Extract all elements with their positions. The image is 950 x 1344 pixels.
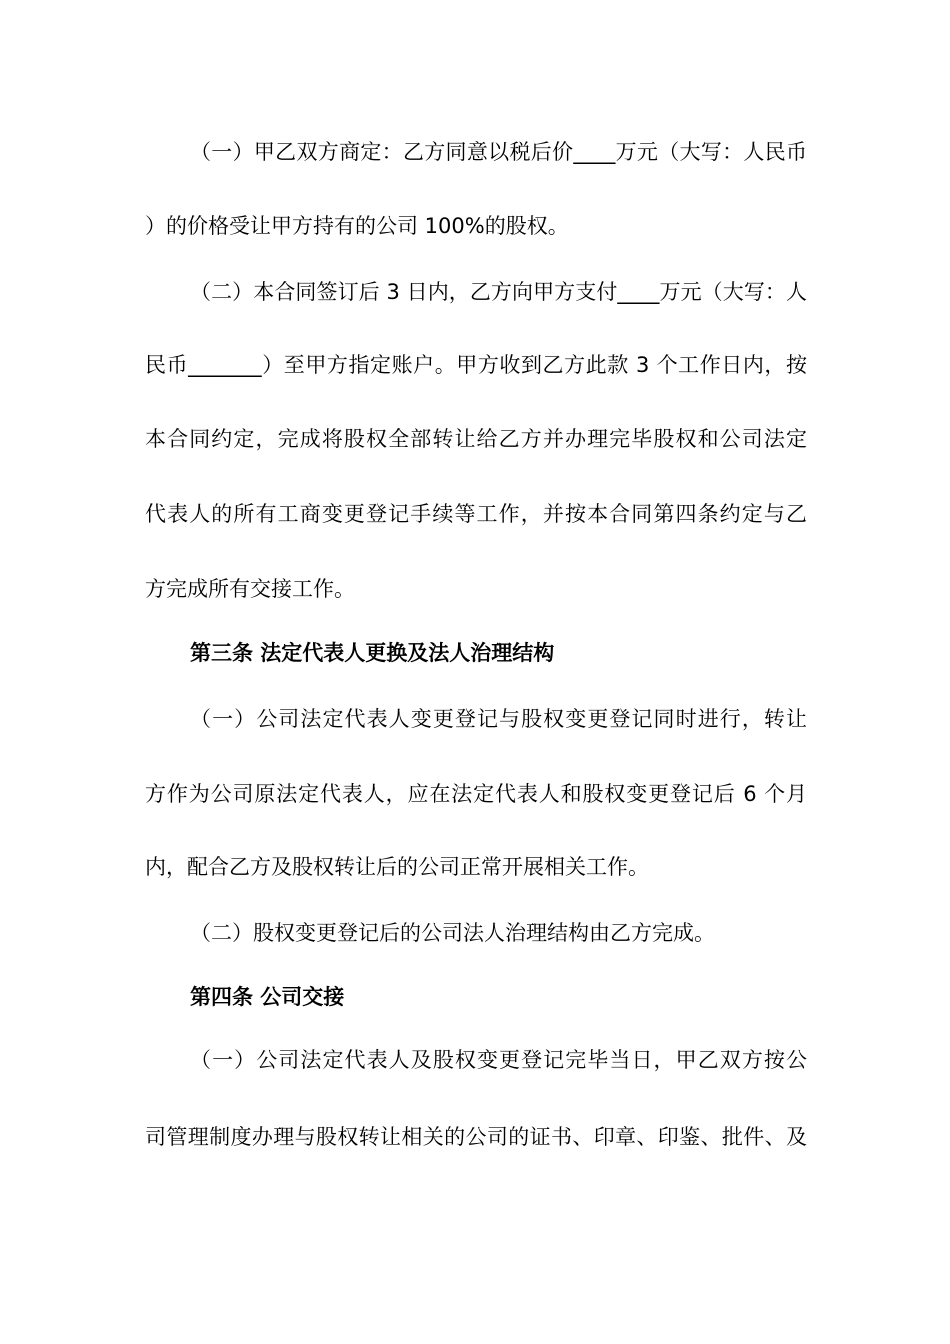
paragraph-line: 方作为公司原法定代表人，应在法定代表人和股权变更登记后 6 个月 xyxy=(145,782,807,806)
article-3-heading: 第三条 法定代表人更换及法人治理结构 xyxy=(190,641,555,665)
article-4-heading: 第四条 公司交接 xyxy=(190,985,345,1009)
paragraph-line: （一）公司法定代表人及股权变更登记完毕当日，甲乙双方按公 xyxy=(190,1048,807,1072)
paragraph-line: ）的价格受让甲方持有的公司 100%的股权。 xyxy=(145,214,569,238)
paragraph-line: 方完成所有交接工作。 xyxy=(145,577,355,601)
paragraph-line: （二）股权变更登记后的公司法人治理结构由乙方完成。 xyxy=(190,921,715,945)
paragraph-line: 本合同约定，完成将股权全部转让给乙方并办理完毕股权和公司法定 xyxy=(145,427,807,451)
paragraph-line: （一）甲乙双方商定：乙方同意以税后价____万元（大写：人民币 xyxy=(190,140,807,164)
paragraph-line: （一）公司法定代表人变更登记与股权变更登记同时进行，转让 xyxy=(190,707,807,731)
paragraph-line: 内，配合乙方及股权转让后的公司正常开展相关工作。 xyxy=(145,855,649,879)
paragraph-line: （二）本合同签订后 3 日内，乙方向甲方支付____万元（大写：人 xyxy=(190,280,807,304)
paragraph-line: 司管理制度办理与股权转让相关的公司的证书、印章、印鉴、批件、及 xyxy=(145,1125,807,1149)
paragraph-line: 民币_______）至甲方指定账户。甲方收到乙方此款 3 个工作日内，按 xyxy=(145,353,807,377)
paragraph-line: 代表人的所有工商变更登记手续等工作，并按本合同第四条约定与乙 xyxy=(145,502,807,526)
